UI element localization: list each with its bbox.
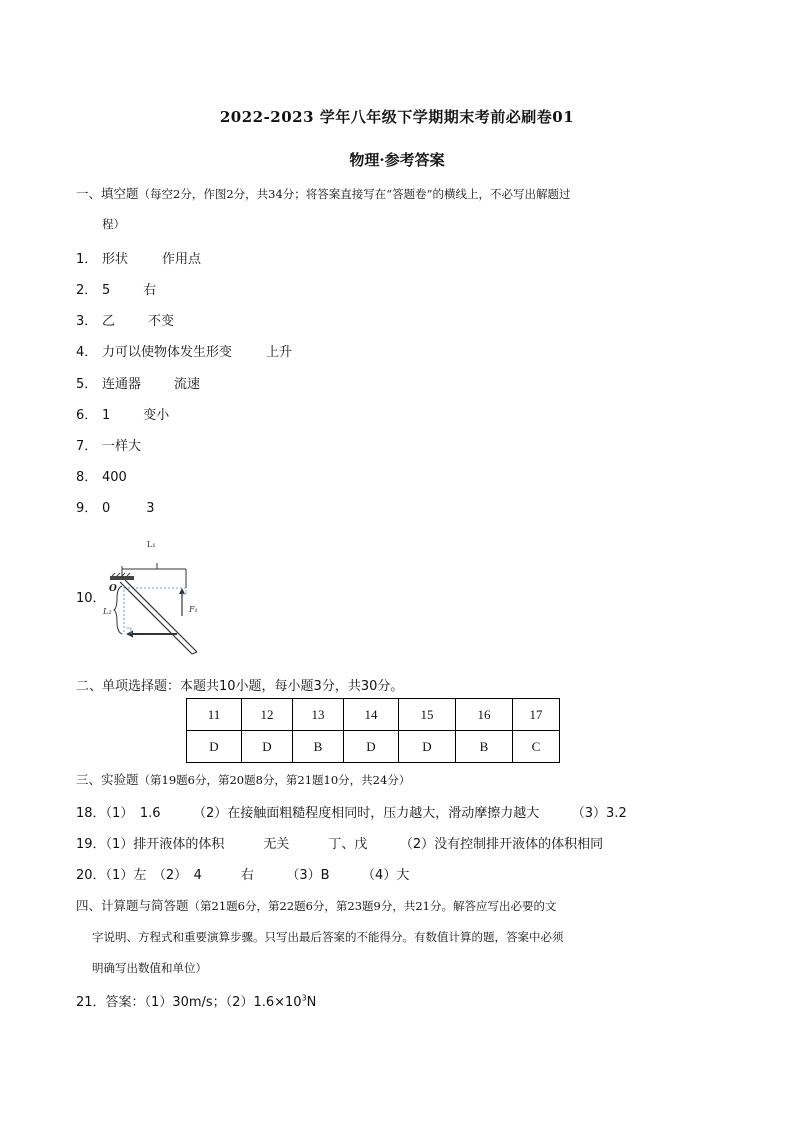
answer-a: 0: [102, 501, 111, 516]
table-cell: B: [293, 731, 344, 763]
answer-b: 作用点: [162, 252, 202, 267]
answer-number: 4．: [76, 345, 98, 360]
page-title: 2022-2023 学年八年级下学期期末考前必刷卷01: [219, 108, 575, 126]
section-4-heading: 四、计算题与简答题: [76, 898, 189, 913]
answer-18: [76, 802, 627, 821]
table-cell: 13: [293, 699, 344, 731]
answer-a: 一样大: [102, 439, 142, 454]
answer-8: [76, 466, 127, 485]
section-2-heading: 二、单项选择题：本题共10小题，每小题3分，共30分。: [76, 679, 404, 694]
label-f1: F₁: [189, 605, 198, 614]
answer-21: [76, 991, 316, 1010]
answer-a: 形状: [102, 252, 129, 267]
answer-b: 右: [143, 283, 157, 298]
table-cell: 15: [399, 699, 456, 731]
answer-b: 不变: [148, 314, 175, 329]
answer-5: [76, 373, 200, 392]
answer-text: （1）左 （2） 4 右 （3）B （4）大: [105, 868, 410, 883]
table-cell: D: [242, 731, 293, 763]
table-cell: B: [456, 731, 513, 763]
section-3-header: [76, 770, 410, 788]
answer-4: [76, 341, 292, 360]
answer-6: [76, 404, 169, 423]
answer-exponent: 3: [301, 993, 307, 1003]
label-l2: L₂: [103, 607, 112, 616]
answer-number: 5．: [76, 377, 98, 392]
lever-diagram: [100, 536, 210, 661]
answer-number: 3．: [76, 314, 98, 329]
answer-a: 力可以使物体发生形变: [102, 345, 233, 360]
answer-a: 400: [102, 470, 127, 485]
f1-arrowhead: [179, 588, 185, 594]
answer-number: 21．: [76, 995, 106, 1010]
answer-text: 答案：（1）30m/s；（2）1.6×10: [105, 995, 302, 1010]
answer-text: （1） 1.6 （2）在接触面粗糙程度相同时，压力越大，滑动摩擦力越大 （3）3.2: [105, 806, 627, 821]
answer-number: 2．: [76, 283, 98, 298]
label-l1: L₁: [147, 540, 156, 549]
answer-number: 7．: [76, 439, 98, 454]
answer-2: [76, 279, 156, 298]
answer-a: 连通器: [102, 377, 142, 392]
table-row-numbers: [187, 699, 560, 731]
section-1-header: [76, 184, 571, 202]
answer-number: 20．: [76, 868, 106, 883]
answer-number: 8．: [76, 470, 98, 485]
answer-3: [76, 310, 174, 329]
answer-b: 变小: [143, 408, 170, 423]
answer-9: [76, 497, 155, 516]
section-4-note: （第21题6分，第22题6分，第23题9分，共21分。解答应写出必要的文: [188, 899, 557, 913]
section-3-note: （第19题6分，第20题8分，第21题10分，共24分）: [138, 773, 411, 787]
answer-number: 6．: [76, 408, 98, 423]
page-subtitle: 物理·参考答案: [349, 151, 445, 169]
table-cell: D: [344, 731, 399, 763]
answer-1: [76, 248, 201, 267]
section-4-note-cont-2: 明确写出数值和单位）: [92, 961, 207, 975]
label-o: O: [109, 584, 117, 594]
section-4-note-cont-1: 字说明、方程式和重要演算步骤。只写出最后答案的不能得分。有数值计算的题，答案中必须: [92, 930, 564, 944]
answer-10-number: 10．: [76, 591, 106, 606]
answer-a: 乙: [102, 314, 116, 329]
table-cell: 16: [456, 699, 513, 731]
table-cell: D: [399, 731, 456, 763]
section-1-heading: 一、填空题: [76, 186, 139, 201]
table-cell: 12: [242, 699, 293, 731]
table-cell: 14: [344, 699, 399, 731]
section-3-heading: 三、实验题: [76, 772, 139, 787]
answer-unit: N: [306, 995, 317, 1010]
answer-7: [76, 435, 141, 454]
answer-number: 19．: [76, 837, 106, 852]
answer-table: [186, 698, 560, 763]
table-cell: C: [513, 731, 560, 763]
answer-b: 3: [146, 501, 155, 516]
answer-b: 上升: [266, 345, 293, 360]
table-row-answers: [187, 731, 560, 763]
table-cell: 17: [513, 699, 560, 731]
section-4-header: [76, 896, 557, 914]
table-cell: 11: [187, 699, 242, 731]
answer-number: 9．: [76, 501, 98, 516]
answer-b: 流速: [174, 377, 201, 392]
answer-number: 18．: [76, 806, 106, 821]
table-cell: D: [187, 731, 242, 763]
answer-19: [76, 833, 603, 852]
answer-text: （1）排开液体的体积 无关 丁、戊 （2）没有控制排开液体的体积相同: [105, 837, 604, 852]
answer-a: 5: [102, 283, 111, 298]
answer-20: [76, 864, 409, 883]
section-1-note: （每空2分，作图2分，共34分；将答案直接写在“答题卷”的横线上，不必写出解题过: [138, 187, 571, 201]
answer-a: 1: [102, 408, 111, 423]
section-1-note-cont: 程）: [102, 217, 125, 231]
answer-number: 1．: [76, 252, 98, 267]
resistance-arrowhead: [126, 631, 133, 638]
